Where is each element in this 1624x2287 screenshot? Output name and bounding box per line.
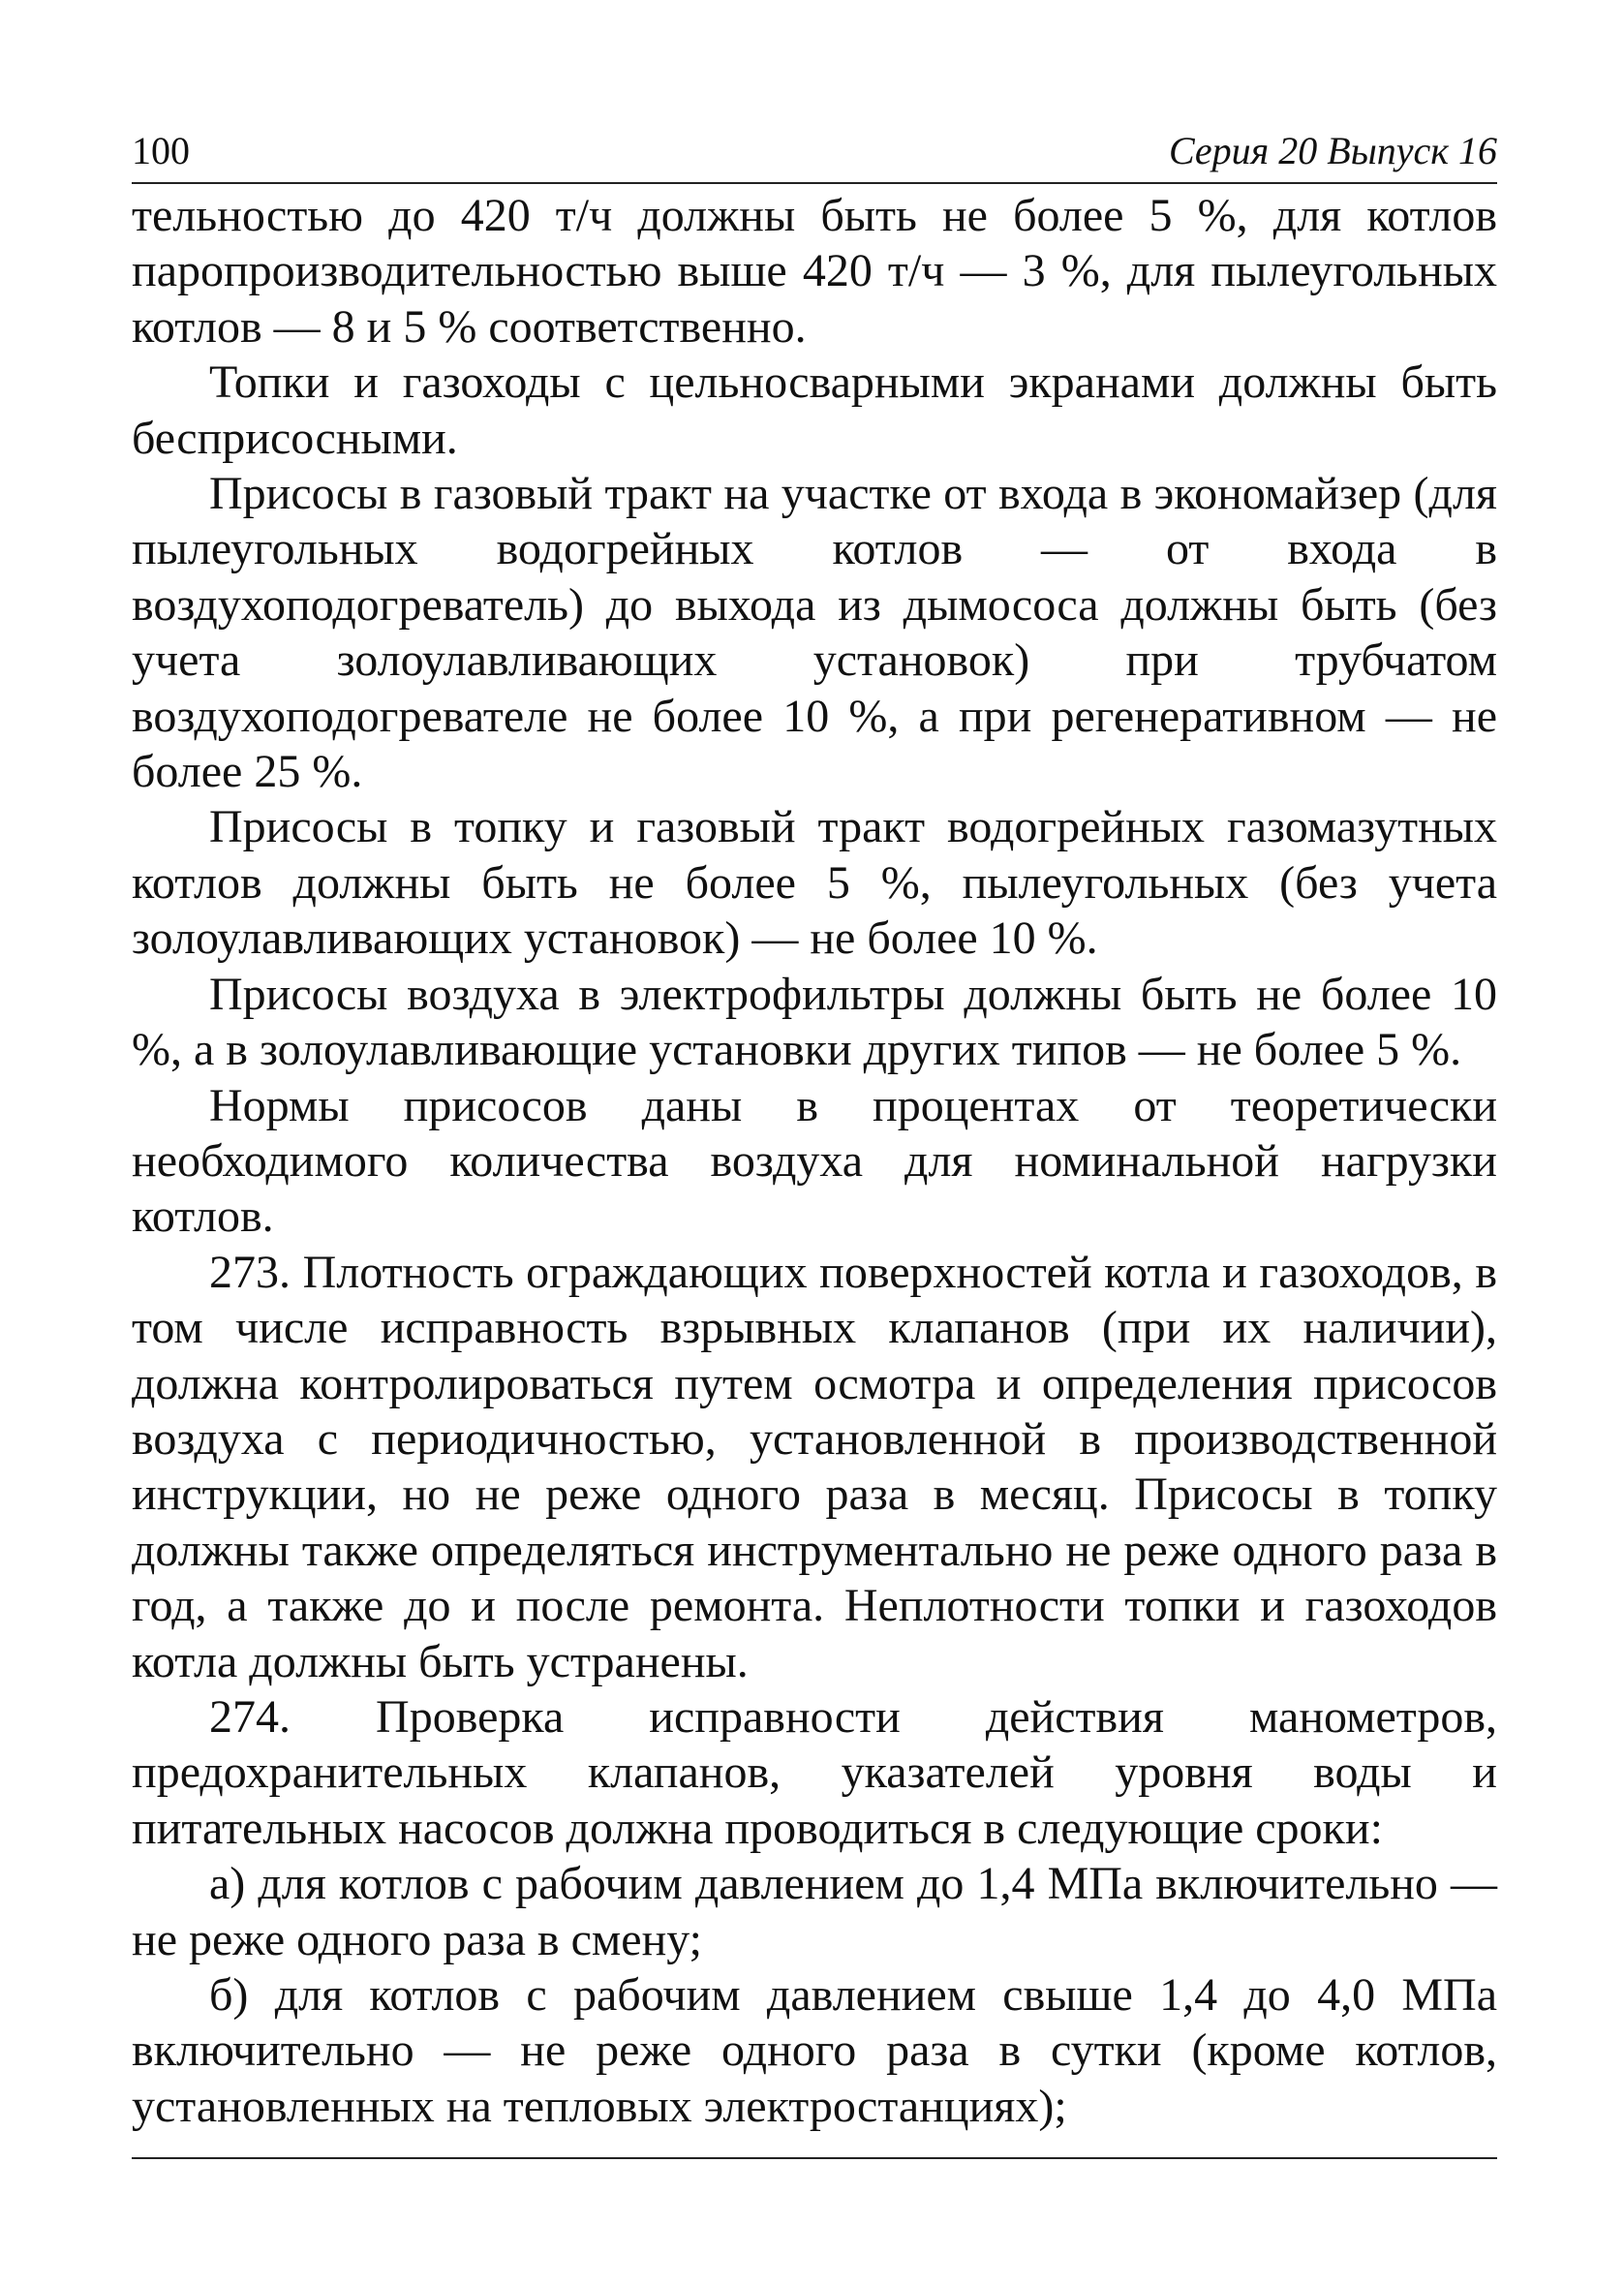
- document-page: [132, 124, 1497, 2159]
- footer-rule: [132, 2157, 1497, 2159]
- paragraph-gas-path-leakage: Присосы в газовый тракт на участке от входа в экономайзер (для пылеугольных водогрейных котлов — от входа в воздухоподогреватель) до выхода из дымососа должны быть (без учета золоулавливающих установок) при трубчатом воздухоподогревателе не более 10 %, а при регенеративном — не более 25 %.: [132, 468, 1497, 798]
- running-title: Серия 20 Выпуск 16: [1168, 129, 1497, 172]
- paragraph-continuation: тельностью до 420 т/ч должны быть не более 5 %, для котлов паропроизводительностью выше 420 т/ч — 3 %, для пылеугольных котлов — 8 и 5 % соответственно.: [132, 190, 1497, 353]
- paragraph-item-274: 274. Проверка исправности действия манометров, предохранительных клапанов, указателей уровня воды и питательных насосов должна проводиться в следующие сроки:: [132, 1690, 1497, 1854]
- list-item-b: б) для котлов с рабочим давлением свыше 1,4 до 4,0 МПа включительно — не реже одного раза в сутки (кроме котлов, установленных на тепловых электростанциях);: [132, 1969, 1497, 2132]
- list-item-a: а) для котлов с рабочим давлением до 1,4 МПа включительно — не реже одного раза в смену;: [132, 1858, 1497, 1965]
- paragraph-electrofilters-leakage: Присосы воздуха в электрофильтры должны быть не более 10 %, а в золоулавливающие установки других типов — не более 5 %.: [132, 968, 1497, 1076]
- paragraph-item-273: 273. Плотность ограждающих поверхностей котла и газоходов, в том числе исправность взрывных клапанов (при их наличии), должна контролироваться путем осмотра и определения присосов воздуха с периодичностью, установленной в производственной инструкции, но не реже одного раза в месяц. Присосы в топку должны также определяться инструментально не реже одного раза в год, а также до и после ремонта. Неплотности топки и газоходов котла должны быть устранены.: [132, 1246, 1497, 1687]
- page-number: 100: [132, 129, 190, 172]
- paragraph-furnaces-weldless: Топки и газоходы с цельносварными экранами должны быть бесприсосными.: [132, 356, 1497, 464]
- body-text: [132, 188, 1497, 2134]
- paragraph-leakage-norms: Нормы присосов даны в процентах от теоретически необходимого количества воздуха для номинальной нагрузки котлов.: [132, 1079, 1497, 1243]
- paragraph-hot-water-boilers-leakage: Присосы в топку и газовый тракт водогрейных газомазутных котлов должны быть не более 5 %, пылеугольных (без учета золоулавливающих установок) — не более 10 %.: [132, 801, 1497, 965]
- page-header: [132, 124, 1497, 184]
